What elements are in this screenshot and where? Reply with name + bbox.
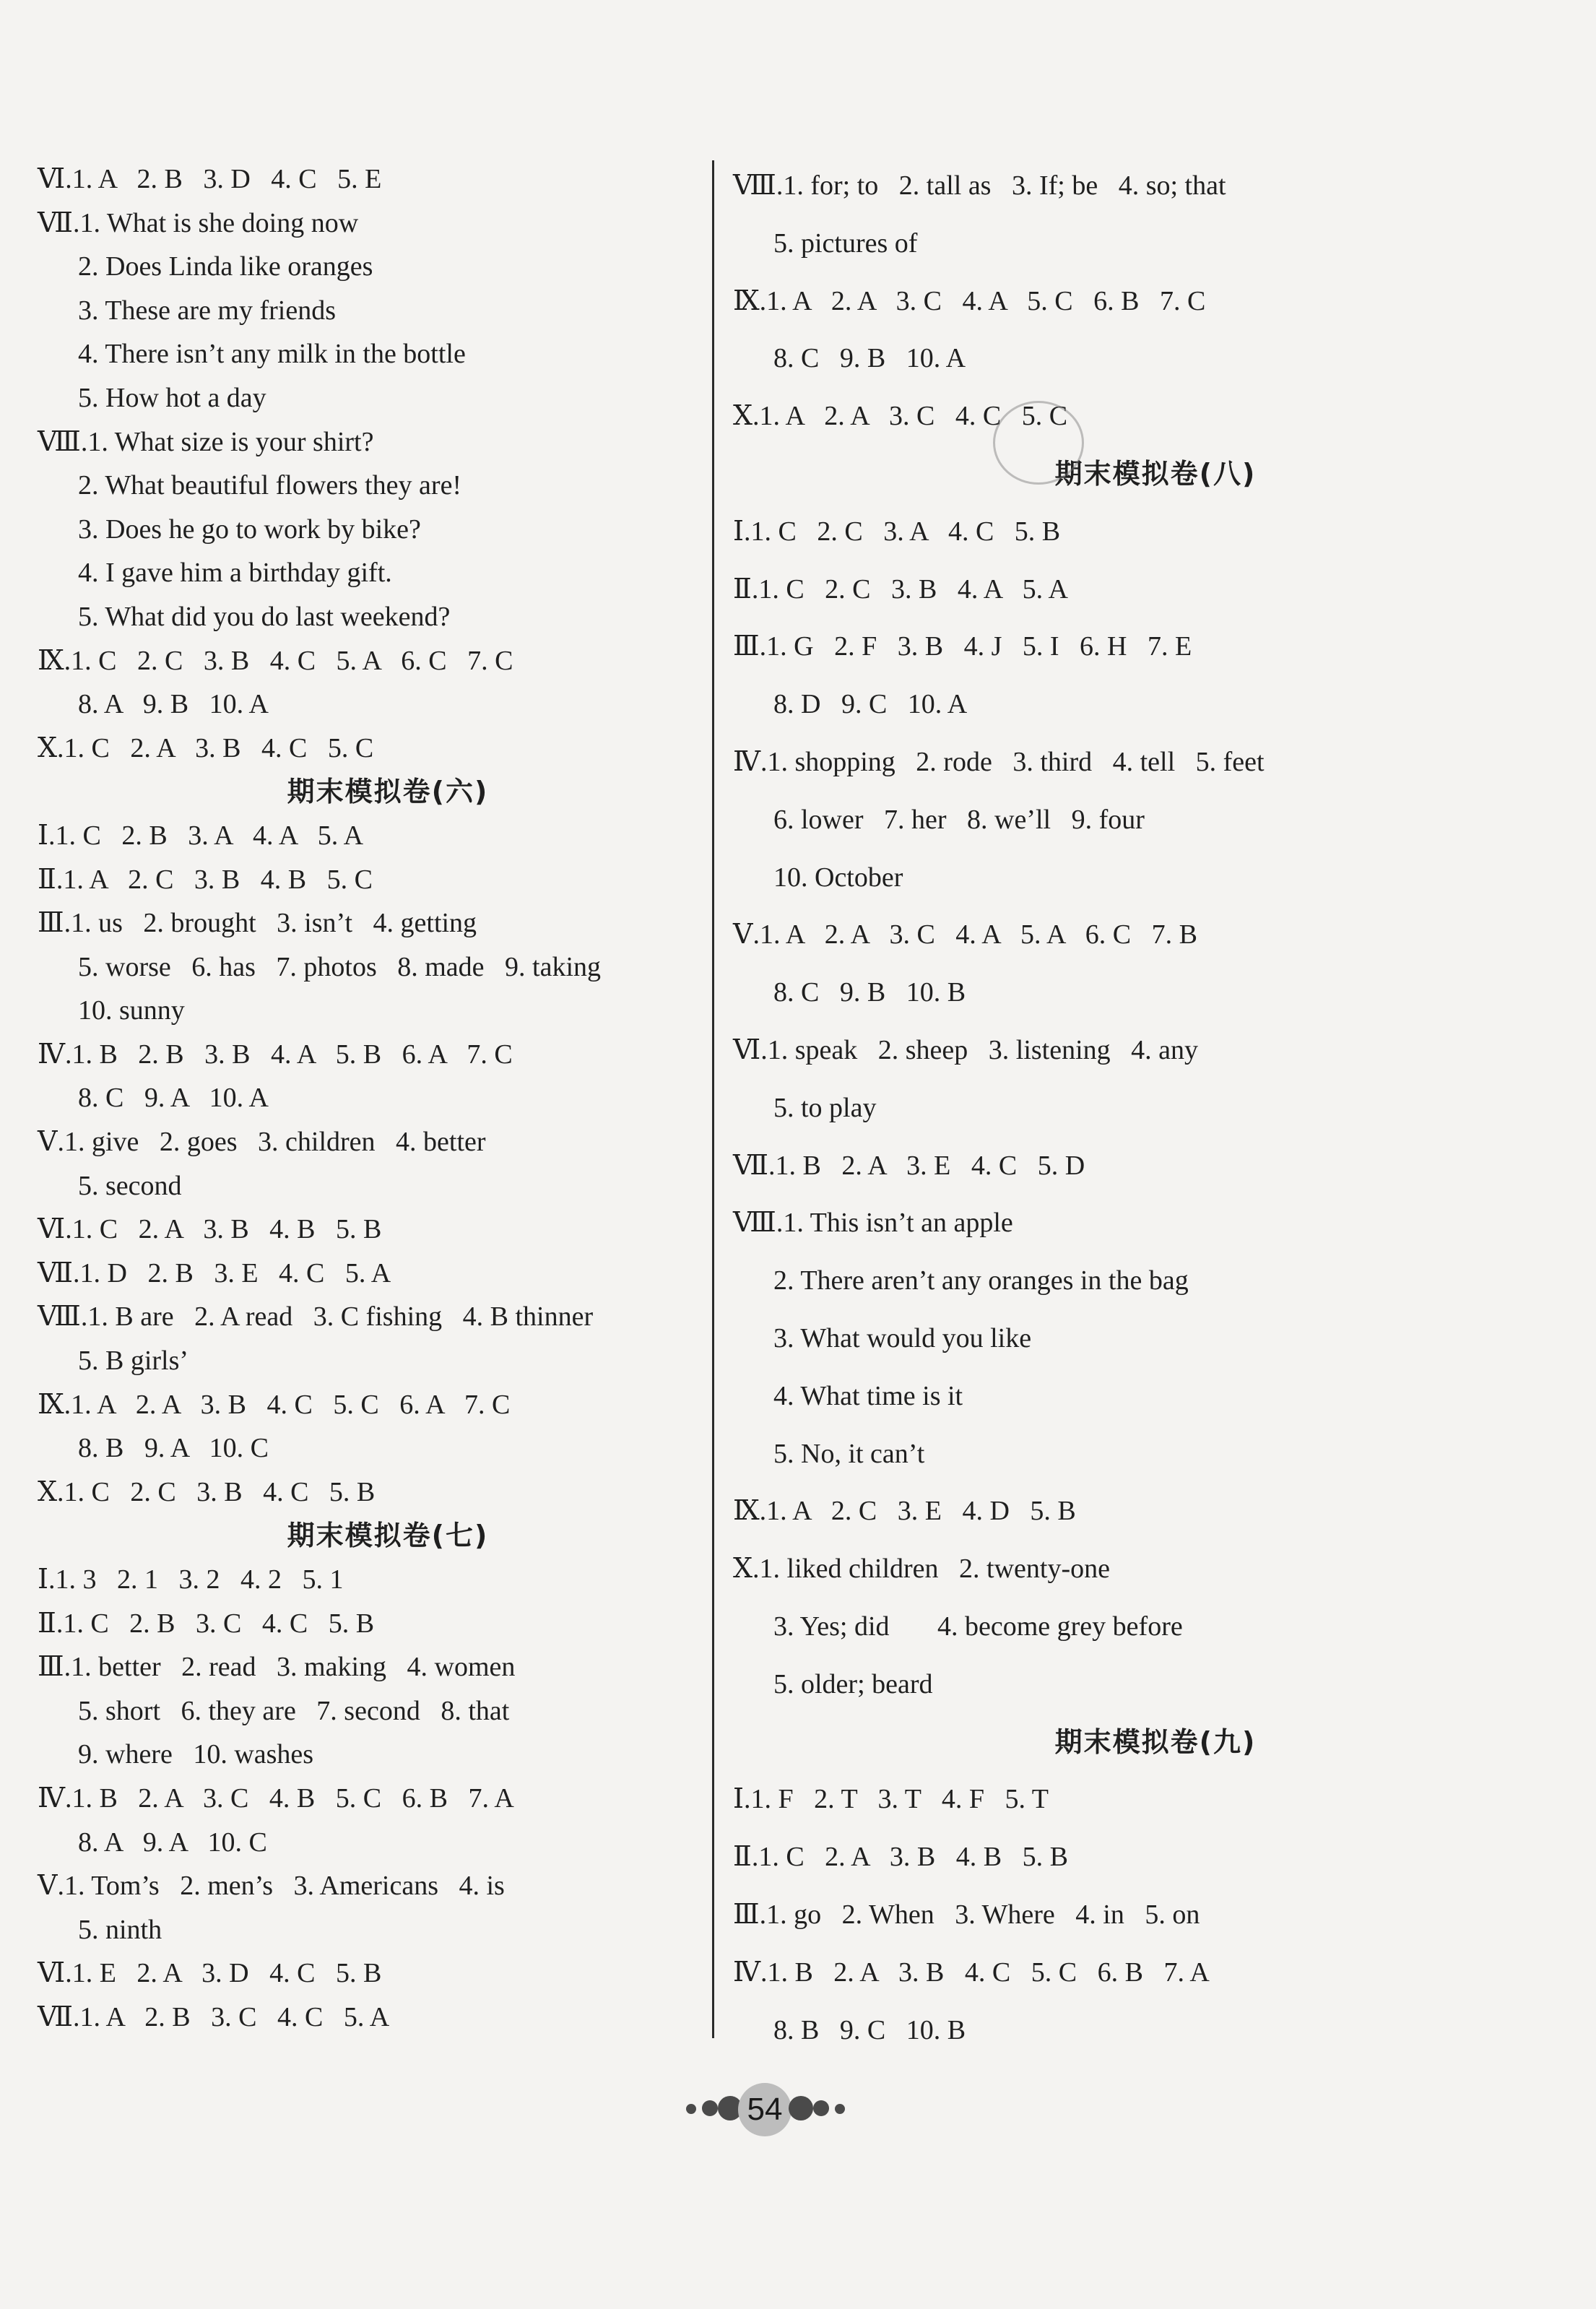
answer-line: Ⅸ.1. A 2. A 3. C 4. A 5. C 6. B 7. C [733,285,1206,316]
answer-line: 8. B 9. C 10. B [773,2014,966,2045]
answer-line: 10. October [773,862,903,893]
answer-line: 2. Does Linda like oranges [78,251,373,282]
answer-line: Ⅰ.1. F 2. T 3. T 4. F 5. T [733,1784,1049,1815]
answer-line: 5. to play [773,1092,877,1123]
answer-line: 8. C 9. A 10. A [78,1083,269,1114]
footer-dot-right-large [789,2096,813,2120]
answer-line: Ⅷ.1. for; to 2. tall as 3. If; be 4. so; that [733,170,1226,201]
answer-line: Ⅹ.1. C 2. C 3. B 4. C 5. B [38,1476,376,1507]
answer-line: Ⅱ.1. C 2. C 3. B 4. A 5. A [733,573,1068,605]
answer-line: Ⅵ.1. speak 2. sheep 3. listening 4. any [733,1034,1199,1065]
answer-line: Ⅳ.1. shopping 2. rode 3. third 4. tell 5. feet [733,746,1265,777]
right-answer-column [733,157,1564,2059]
answer-line: 3. These are my friends [78,295,337,326]
faint-stamp-mark [993,401,1084,485]
section-heading: 期末模拟卷(六) [287,776,489,808]
page-number: 54 [738,2083,792,2136]
answer-line: 5. pictures of [773,228,918,259]
footer-dot-left-small [686,2104,696,2114]
answer-line: 10. sunny [78,995,185,1026]
answer-line: 9. where 10. washes [78,1739,314,1770]
answer-line: Ⅰ.1. C 2. C 3. A 4. C 5. B [733,516,1061,547]
page-footer [0,2080,1596,2138]
answer-line: 8. D 9. C 10. A [773,689,968,720]
answer-line: 5. How hot a day [78,382,266,413]
answer-line: Ⅲ.1. us 2. brought 3. isn’t 4. getting [38,908,477,939]
footer-dot-right-small [835,2104,845,2114]
answer-line: 2. What beautiful flowers they are! [78,470,462,501]
answer-line: Ⅹ.1. liked children 2. twenty-one [733,1554,1110,1585]
answer-line: 3. Does he go to work by bike? [78,514,421,545]
answer-line: 5. No, it can’t [773,1438,925,1469]
answer-line: Ⅷ.1. What size is your shirt? [38,426,374,457]
answer-line: Ⅶ.1. B 2. A 3. E 4. C 5. D [733,1150,1085,1181]
answer-line: Ⅸ.1. A 2. A 3. B 4. C 5. C 6. A 7. C [38,1389,511,1420]
answer-line: Ⅹ.1. C 2. A 3. B 4. C 5. C [38,732,374,763]
answer-line: Ⅴ.1. Tom’s 2. men’s 3. Americans 4. is [38,1871,505,1902]
answer-line: 4. I gave him a birthday gift. [78,558,392,589]
answer-line: 8. A 9. B 10. A [78,689,269,720]
section-heading: 期末模拟卷(九) [1054,1725,1257,1758]
answer-line: 5. second [78,1170,182,1201]
answer-line: 5. What did you do last weekend? [78,601,451,632]
answer-line: Ⅷ.1. This isn’t an apple [733,1208,1013,1239]
left-answer-column [38,157,709,2040]
answer-line: Ⅵ.1. E 2. A 3. D 4. C 5. B [38,1958,382,1989]
answer-line: Ⅳ.1. B 2. A 3. C 4. B 5. C 6. B 7. A [38,1782,514,1814]
answer-line: Ⅲ.1. better 2. read 3. making 4. women [38,1652,516,1683]
answer-line: Ⅳ.1. B 2. A 3. B 4. C 5. C 6. B 7. A [733,1957,1210,1988]
answer-line: Ⅵ.1. A 2. B 3. D 4. C 5. E [38,164,382,194]
answer-line: Ⅲ.1. go 2. When 3. Where 4. in 5. on [733,1899,1200,1930]
footer-dot-right-mid [813,2100,829,2116]
answer-line: 8. C 9. B 10. B [773,977,966,1008]
answer-line: 8. C 9. B 10. A [773,343,966,374]
answer-line: 8. B 9. A 10. C [78,1433,269,1464]
answer-line: 3. What would you like [773,1322,1032,1353]
answer-line: Ⅱ.1. C 2. B 3. C 4. C 5. B [38,1608,375,1639]
answer-line: 4. There isn’t any milk in the bottle [78,339,466,370]
answer-line: Ⅶ.1. A 2. B 3. C 4. C 5. A [38,2001,390,2032]
answer-line: 5. short 6. they are 7. second 8. that [78,1695,510,1726]
answer-line: 8. A 9. A 10. C [78,1827,267,1858]
answer-line: 4. What time is it [773,1380,963,1411]
answer-line: 2. There aren’t any oranges in the bag [773,1265,1189,1296]
answer-line: Ⅲ.1. G 2. F 3. B 4. J 5. I 6. H 7. E [733,631,1192,662]
answer-line: Ⅶ.1. What is she doing now [38,207,359,238]
footer-dot-left-mid [702,2100,718,2116]
answer-line: Ⅰ.1. C 2. B 3. A 4. A 5. A [38,820,364,851]
answer-line: 5. worse 6. has 7. photos 8. made 9. taking [78,951,602,982]
answer-line: 5. B girls’ [78,1346,189,1377]
answer-line: Ⅱ.1. C 2. A 3. B 4. B 5. B [733,1842,1068,1873]
answer-line: 5. ninth [78,1914,162,1945]
answer-line: Ⅶ.1. D 2. B 3. E 4. C 5. A [38,1257,391,1288]
section-heading: 期末模拟卷(七) [287,1520,489,1552]
answer-line: Ⅴ.1. give 2. goes 3. children 4. better [38,1127,486,1158]
answer-line: 6. lower 7. her 8. we’ll 9. four [773,804,1145,835]
answer-line: Ⅴ.1. A 2. A 3. C 4. A 5. A 6. C 7. B [733,919,1197,950]
section-heading: 期末模拟卷(八) [1054,457,1257,490]
answer-line: 3. Yes; did 4. become grey before [773,1611,1183,1642]
answer-line: Ⅹ.1. A 2. A 3. C 4. C 5. C [733,401,1068,432]
column-divider [712,160,714,2038]
answer-line: Ⅰ.1. 3 2. 1 3. 2 4. 2 5. 1 [38,1564,344,1595]
answer-line: Ⅳ.1. B 2. B 3. B 4. A 5. B 6. A 7. C [38,1039,513,1070]
answer-line: 5. older; beard [773,1668,933,1699]
answer-line: Ⅱ.1. A 2. C 3. B 4. B 5. C [38,864,373,895]
answer-line: Ⅸ.1. A 2. C 3. E 4. D 5. B [733,1496,1076,1527]
answer-line: Ⅷ.1. B are 2. A read 3. C fishing 4. B thinner [38,1301,594,1333]
answer-line: Ⅵ.1. C 2. A 3. B 4. B 5. B [38,1214,382,1245]
answer-line: Ⅸ.1. C 2. C 3. B 4. C 5. A 6. C 7. C [38,645,513,676]
